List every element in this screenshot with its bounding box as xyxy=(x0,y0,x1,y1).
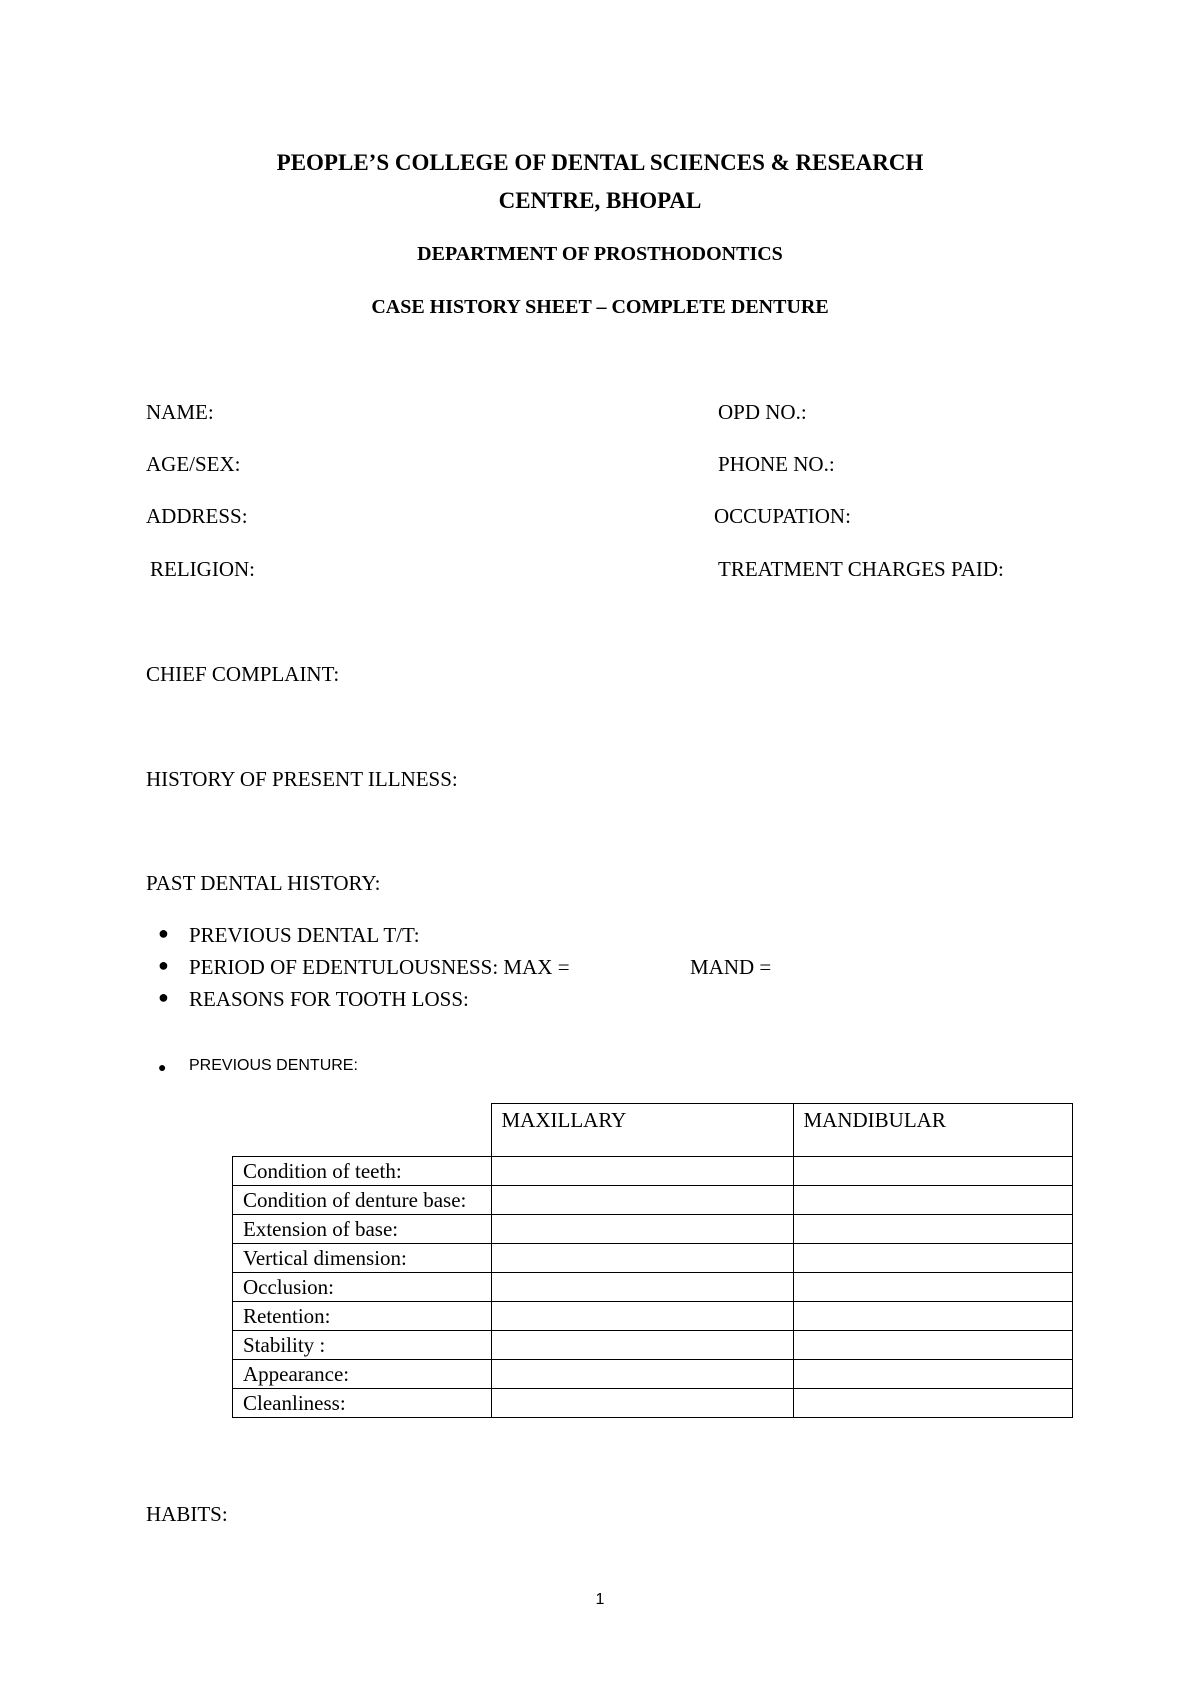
row-label: Cleanliness: xyxy=(233,1389,492,1418)
chief-complaint-label: CHIEF COMPLAINT: xyxy=(146,662,340,686)
page-number: 1 xyxy=(595,1591,605,1608)
bullet-icon: ● xyxy=(158,987,169,1007)
previous-denture-label: PREVIOUS DENTURE: xyxy=(189,1057,358,1074)
maxillary-cell[interactable] xyxy=(491,1186,793,1215)
row-label: Retention: xyxy=(233,1302,492,1331)
row-label: Stability : xyxy=(233,1331,492,1360)
maxillary-cell[interactable] xyxy=(491,1244,793,1273)
list-item xyxy=(158,955,570,980)
mandibular-cell[interactable] xyxy=(793,1157,1072,1186)
period-edentulousness-label: PERIOD OF EDENTULOUSNESS: MAX = xyxy=(189,955,570,979)
previous-denture-table xyxy=(232,1103,1073,1418)
mandibular-cell[interactable] xyxy=(793,1389,1072,1418)
maxillary-cell[interactable] xyxy=(491,1157,793,1186)
address-label: ADDRESS: xyxy=(146,504,248,528)
bullet-icon: ● xyxy=(158,923,169,943)
table-row xyxy=(233,1157,1073,1186)
row-label: Vertical dimension: xyxy=(233,1244,492,1273)
occupation-label: OCCUPATION: xyxy=(714,504,851,528)
department-title: DEPARTMENT OF PROSTHODONTICS xyxy=(417,243,783,265)
name-label: NAME: xyxy=(146,400,214,424)
table-row xyxy=(233,1360,1073,1389)
mandibular-cell[interactable] xyxy=(793,1186,1072,1215)
table-row xyxy=(233,1273,1073,1302)
maxillary-cell[interactable] xyxy=(491,1273,793,1302)
phone-no-label: PHONE NO.: xyxy=(718,452,835,476)
table-row xyxy=(233,1215,1073,1244)
maxillary-cell[interactable] xyxy=(491,1331,793,1360)
maxillary-cell[interactable] xyxy=(491,1302,793,1331)
mandibular-cell[interactable] xyxy=(793,1244,1072,1273)
row-label: Appearance: xyxy=(233,1360,492,1389)
table-row xyxy=(233,1244,1073,1273)
row-label: Extension of base: xyxy=(233,1215,492,1244)
list-item xyxy=(158,1057,358,1075)
row-label: Occlusion: xyxy=(233,1273,492,1302)
treatment-charges-label: TREATMENT CHARGES PAID: xyxy=(718,557,1004,581)
list-item xyxy=(158,923,420,948)
age-sex-label: AGE/SEX: xyxy=(146,452,241,476)
list-item xyxy=(158,987,469,1012)
college-name-line2: CENTRE, BHOPAL xyxy=(498,188,702,213)
reasons-tooth-loss-label: REASONS FOR TOOTH LOSS: xyxy=(189,987,469,1011)
table-corner-cell xyxy=(233,1104,492,1157)
maxillary-cell[interactable] xyxy=(491,1215,793,1244)
college-name-line1: PEOPLE’S COLLEGE OF DENTAL SCIENCES & RESEARCH xyxy=(276,150,924,175)
maxillary-header: MAXILLARY xyxy=(491,1104,793,1157)
mandibular-cell[interactable] xyxy=(793,1360,1072,1389)
mandibular-cell[interactable] xyxy=(793,1302,1072,1331)
table-row xyxy=(233,1389,1073,1418)
religion-label: RELIGION: xyxy=(150,557,255,581)
table-row xyxy=(233,1186,1073,1215)
maxillary-cell[interactable] xyxy=(491,1389,793,1418)
maxillary-cell[interactable] xyxy=(491,1360,793,1389)
row-label: Condition of teeth: xyxy=(233,1157,492,1186)
habits-label: HABITS: xyxy=(146,1502,228,1526)
mandibular-cell[interactable] xyxy=(793,1215,1072,1244)
mandibular-cell[interactable] xyxy=(793,1273,1072,1302)
bullet-icon: ● xyxy=(158,1059,167,1075)
previous-treatment-label: PREVIOUS DENTAL T/T: xyxy=(189,923,420,947)
mand-label: MAND = xyxy=(690,955,772,979)
sheet-title: CASE HISTORY SHEET – COMPLETE DENTURE xyxy=(371,296,829,318)
mandibular-header: MANDIBULAR xyxy=(793,1104,1072,1157)
table-row xyxy=(233,1302,1073,1331)
table-header-row xyxy=(233,1104,1073,1157)
opd-no-label: OPD NO.: xyxy=(718,400,807,424)
past-dental-history-label: PAST DENTAL HISTORY: xyxy=(146,871,381,895)
history-present-illness-label: HISTORY OF PRESENT ILLNESS: xyxy=(146,767,458,791)
bullet-icon: ● xyxy=(158,955,169,975)
row-label: Condition of denture base: xyxy=(233,1186,492,1215)
table-row xyxy=(233,1331,1073,1360)
mandibular-cell[interactable] xyxy=(793,1331,1072,1360)
